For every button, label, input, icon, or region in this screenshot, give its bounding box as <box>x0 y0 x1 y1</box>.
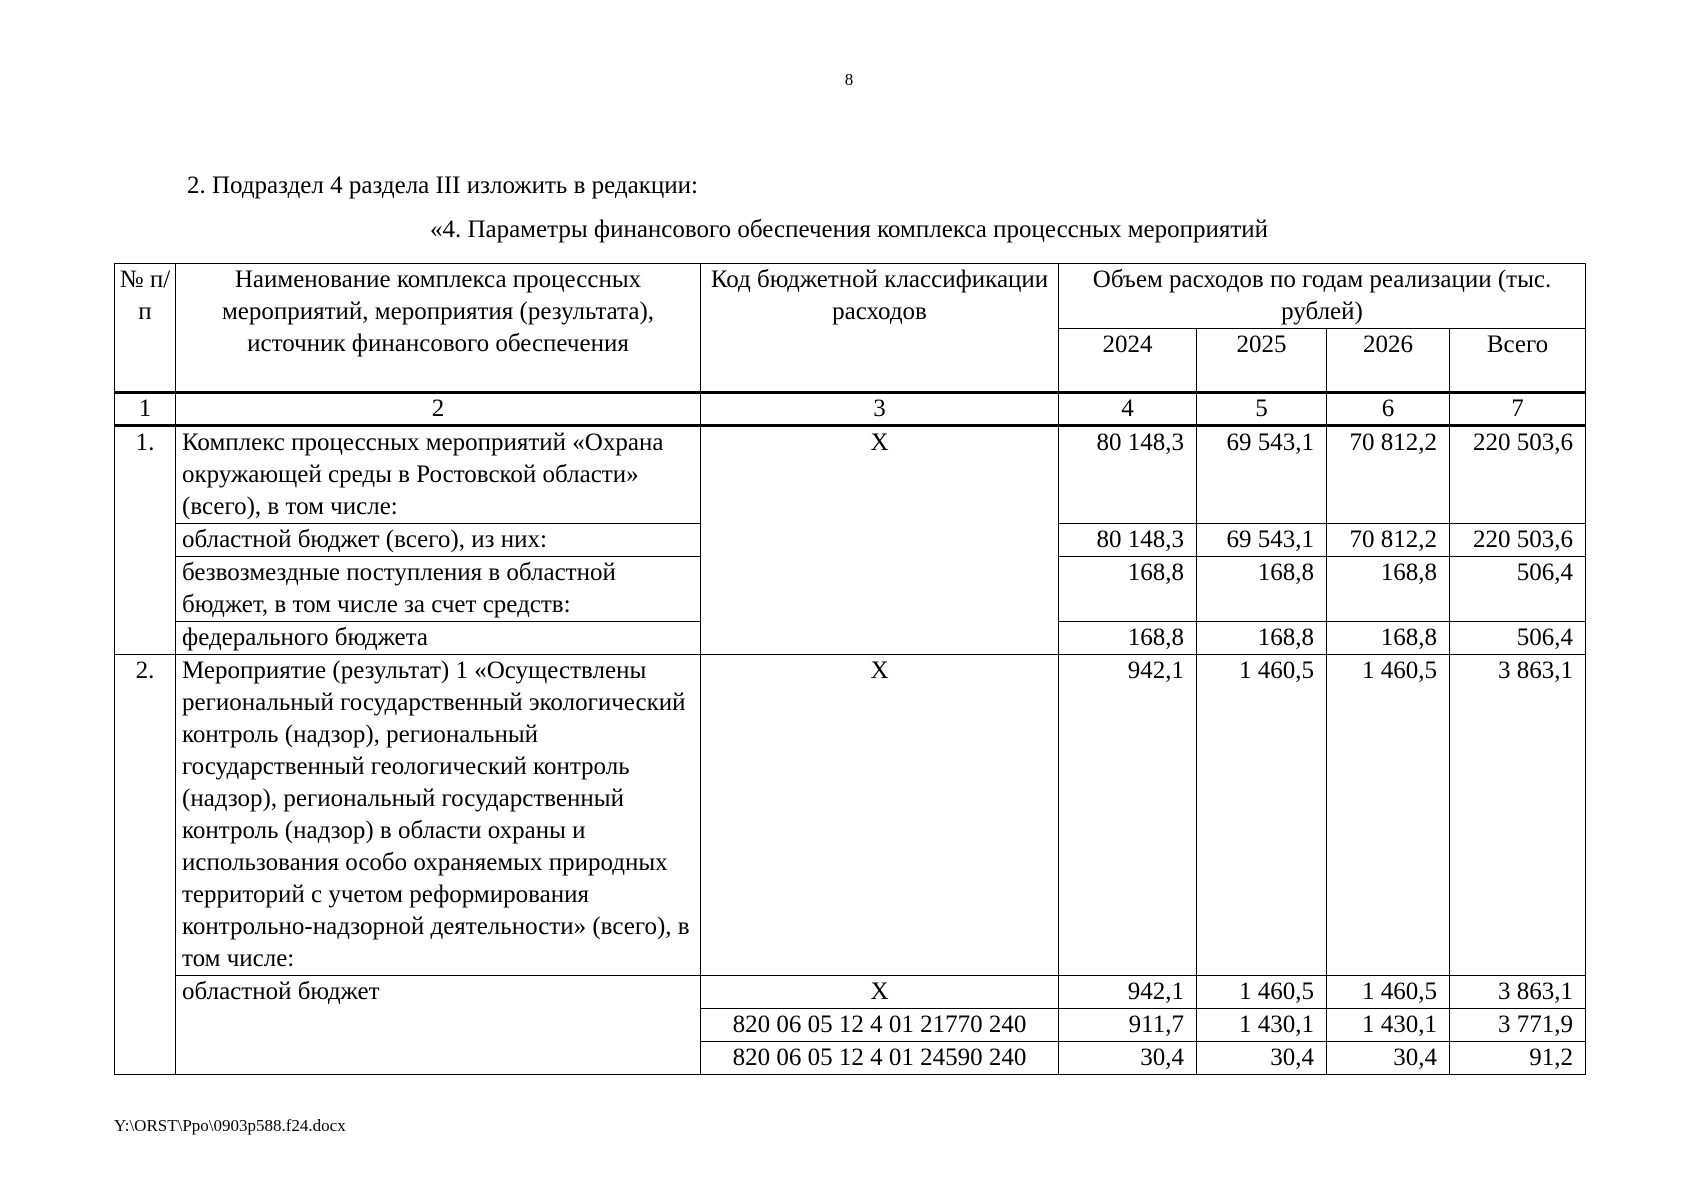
value-total: 3 771,9 <box>1450 1009 1586 1042</box>
value-2025: 1 430,1 <box>1197 1009 1327 1042</box>
value-total: 3 863,1 <box>1450 655 1586 976</box>
value-2024: 80 148,3 <box>1059 524 1197 557</box>
value-total: 3 863,1 <box>1450 976 1586 1009</box>
value-2026: 70 812,2 <box>1327 426 1450 524</box>
value-2024: 942,1 <box>1059 976 1197 1009</box>
value-total: 506,4 <box>1450 557 1586 622</box>
row-name: Комплекс процессных мероприятий «Охрана окружающей среды в Ростовской области» (всего), в том числе: <box>176 426 701 524</box>
column-number: 5 <box>1197 393 1327 426</box>
header-volume: Объем расходов по годам реализации (тыс. рублей) <box>1059 264 1586 329</box>
row-number: 2. <box>115 655 176 1075</box>
value-2024: 942,1 <box>1059 655 1197 976</box>
value-2025: 1 460,5 <box>1197 655 1327 976</box>
value-2024: 80 148,3 <box>1059 426 1197 524</box>
value-2026: 1 460,5 <box>1327 655 1450 976</box>
row-code: X <box>701 976 1059 1009</box>
value-2025: 168,8 <box>1197 622 1327 655</box>
value-2024: 168,8 <box>1059 622 1197 655</box>
column-number: 3 <box>701 393 1059 426</box>
header-num: № п/п <box>115 264 176 393</box>
value-2026: 168,8 <box>1327 557 1450 622</box>
row-name: областной бюджет <box>176 976 701 1075</box>
header-total: Всего <box>1450 329 1586 393</box>
page-number: 8 <box>844 70 854 89</box>
value-2026: 30,4 <box>1327 1042 1450 1075</box>
row-code: 820 06 05 12 4 01 21770 240 <box>701 1009 1059 1042</box>
table-title: «4. Параметры финансового обеспечения комплекса процессных мероприятий <box>429 216 1269 243</box>
row-name: федерального бюджета <box>176 622 701 655</box>
column-number: 6 <box>1327 393 1450 426</box>
value-2025: 1 460,5 <box>1197 976 1327 1009</box>
value-2025: 30,4 <box>1197 1042 1327 1075</box>
header-row-1 <box>115 264 1586 329</box>
value-2026: 1 460,5 <box>1327 976 1450 1009</box>
value-2025: 69 543,1 <box>1197 524 1327 557</box>
value-2024: 30,4 <box>1059 1042 1197 1075</box>
row-number: 1. <box>115 426 176 655</box>
intro-text: 2. Подраздел 4 раздела III изложить в редакции: <box>187 172 698 199</box>
financial-parameters-table <box>114 263 1586 1075</box>
row-code: 820 06 05 12 4 01 24590 240 <box>701 1042 1059 1075</box>
value-total: 506,4 <box>1450 622 1586 655</box>
value-total: 220 503,6 <box>1450 426 1586 524</box>
value-2025: 69 543,1 <box>1197 426 1327 524</box>
header-year-2024: 2024 <box>1059 329 1197 393</box>
row-code: X <box>701 426 1059 655</box>
column-number: 1 <box>115 393 176 426</box>
column-number-row <box>115 393 1586 426</box>
header-year-2026: 2026 <box>1327 329 1450 393</box>
value-2026: 1 430,1 <box>1327 1009 1450 1042</box>
row-name: безвозмездные поступления в областной бюджет, в том числе за счет средств: <box>176 557 701 622</box>
value-2026: 70 812,2 <box>1327 524 1450 557</box>
column-number: 4 <box>1059 393 1197 426</box>
value-2025: 168,8 <box>1197 557 1327 622</box>
column-number: 2 <box>176 393 701 426</box>
row-name: Мероприятие (результат) 1 «Осуществлены региональный государственный экологический контроль (надзор), региональный государственный геологический контроль (надзор), региональный государственный контроль (надзор) в области охраны и использования особо охраняемых природных территорий с учетом реформирования контрольно-надзорной деятельности» (всего), в том числе: <box>176 655 701 976</box>
value-2026: 168,8 <box>1327 622 1450 655</box>
table-row <box>115 426 1586 524</box>
value-2024: 168,8 <box>1059 557 1197 622</box>
header-code: Код бюджетной классификации расходов <box>701 264 1059 393</box>
value-total: 91,2 <box>1450 1042 1586 1075</box>
value-total: 220 503,6 <box>1450 524 1586 557</box>
footer-file-path: Y:\ORST\Ppo\0903p588.f24.docx <box>114 1116 346 1135</box>
value-2024: 911,7 <box>1059 1009 1197 1042</box>
table-row <box>115 976 1586 1009</box>
table-row <box>115 655 1586 976</box>
column-number: 7 <box>1450 393 1586 426</box>
row-name: областной бюджет (всего), из них: <box>176 524 701 557</box>
row-code: X <box>701 655 1059 976</box>
header-year-2025: 2025 <box>1197 329 1327 393</box>
header-name: Наименование комплекса процессных мероприятий, мероприятия (результата), источник финансового обеспечения <box>176 264 701 393</box>
